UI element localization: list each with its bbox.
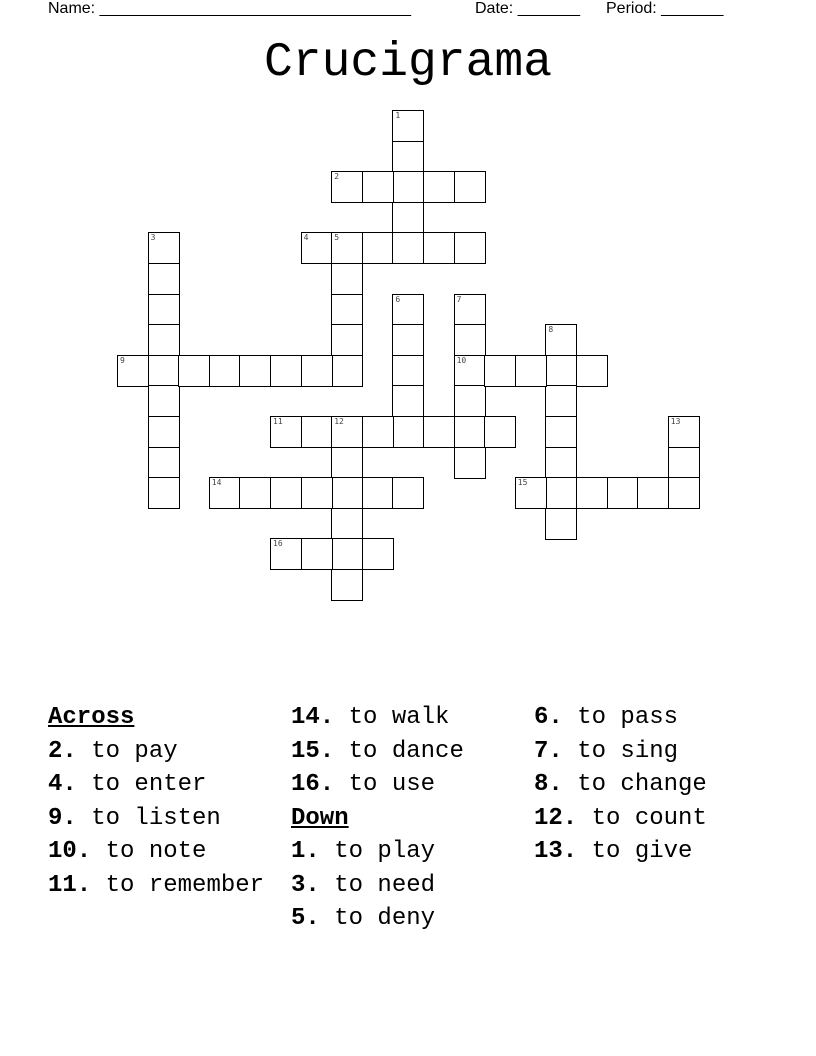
clue-number-label: 8. xyxy=(534,771,563,798)
clue-number-label: 5. xyxy=(291,905,320,932)
crossword-cell[interactable] xyxy=(362,477,394,509)
crossword-cell[interactable] xyxy=(668,416,700,448)
crossword-cell[interactable] xyxy=(331,538,363,570)
clue-text: to pay xyxy=(76,737,178,765)
crossword-cell[interactable] xyxy=(148,447,180,479)
clue-text: to dance xyxy=(334,737,464,765)
page-title: Crucigrama xyxy=(263,36,553,90)
clue-number: 3 xyxy=(150,233,156,243)
crossword-cell[interactable] xyxy=(178,355,210,387)
crossword-cell[interactable] xyxy=(331,447,363,479)
clue-number: 6 xyxy=(395,294,401,304)
period-field-label: Period: _______ xyxy=(606,0,724,17)
clue-number: 8 xyxy=(548,325,554,335)
crossword-cell[interactable] xyxy=(301,477,333,509)
clue-item xyxy=(291,704,535,732)
clue-item xyxy=(48,738,292,766)
clue-text: to listen xyxy=(76,804,221,832)
crossword-cell[interactable] xyxy=(423,171,455,203)
clue-text: to give xyxy=(577,838,693,865)
crossword-cell[interactable] xyxy=(668,447,700,479)
clue-item xyxy=(48,771,292,799)
crossword-cell[interactable] xyxy=(484,355,516,387)
crossword-cell[interactable] xyxy=(270,355,302,387)
clue-text: to need xyxy=(319,871,436,899)
clue-item xyxy=(534,771,778,799)
clue-number: 14 xyxy=(211,478,222,488)
crossword-cell[interactable] xyxy=(545,508,577,540)
clues-column-1 xyxy=(48,704,292,905)
crossword-cell[interactable] xyxy=(331,355,363,387)
crossword-cell[interactable] xyxy=(392,477,424,509)
crossword-cell[interactable] xyxy=(607,477,639,509)
crossword-cell[interactable] xyxy=(301,416,333,448)
clue-section-heading: Across xyxy=(48,704,135,731)
crossword-cell[interactable] xyxy=(545,324,577,356)
crossword-cell[interactable] xyxy=(392,416,424,448)
crossword-cell[interactable] xyxy=(270,416,302,448)
clue-section-heading: Down xyxy=(291,804,349,832)
crossword-cell[interactable] xyxy=(148,477,180,509)
clue-number: 12 xyxy=(334,417,344,426)
crossword-cell[interactable] xyxy=(362,416,394,448)
crossword-cell[interactable] xyxy=(392,171,424,203)
crossword-cell[interactable] xyxy=(515,477,547,509)
clue-number-label: 4. xyxy=(48,771,77,798)
clue-text: to use xyxy=(334,771,436,798)
crossword-cell[interactable] xyxy=(331,294,363,326)
crossword-cell[interactable] xyxy=(545,355,577,387)
date-field-label: Date: _______ xyxy=(475,0,580,17)
crossword-cell[interactable] xyxy=(668,477,700,509)
clue-text: to pass xyxy=(562,704,679,731)
crossword-cell[interactable] xyxy=(301,355,333,387)
crossword-cell[interactable] xyxy=(545,447,577,479)
clue-number-label: 13. xyxy=(534,838,578,865)
clue-item xyxy=(291,838,535,866)
crossword-cell[interactable] xyxy=(331,508,363,540)
clue-number-label: 9. xyxy=(48,804,77,832)
clue-item xyxy=(48,838,292,866)
clue-number-label: 7. xyxy=(534,737,563,765)
crossword-cell[interactable] xyxy=(117,355,149,387)
clue-number-label: 3. xyxy=(291,871,320,899)
clue-text: to sing xyxy=(562,737,679,765)
clue-text: to note xyxy=(91,838,207,865)
crossword-cell[interactable] xyxy=(515,355,547,387)
clue-item xyxy=(534,738,778,766)
crossword-cell[interactable] xyxy=(454,416,486,448)
clue-item xyxy=(534,704,778,732)
crossword-cell[interactable] xyxy=(331,477,363,509)
clue-number: 4 xyxy=(303,233,309,243)
crossword-cell[interactable] xyxy=(484,416,516,448)
crossword-cell[interactable] xyxy=(331,171,363,203)
crossword-cell[interactable] xyxy=(545,416,577,448)
clues-column-2 xyxy=(291,704,535,939)
clue-item xyxy=(534,805,778,833)
crossword-cell[interactable] xyxy=(454,232,486,264)
clue-number-label: 14. xyxy=(291,704,335,731)
crossword-cell[interactable] xyxy=(301,232,333,264)
crossword-cell[interactable] xyxy=(392,385,424,417)
clue-number-label: 12. xyxy=(534,804,578,832)
crossword-cell[interactable] xyxy=(270,477,302,509)
clue-number-label: 15. xyxy=(291,737,335,765)
clue-number: 5 xyxy=(334,233,340,243)
clue-number: 16 xyxy=(273,539,283,549)
crossword-cell[interactable] xyxy=(392,355,424,387)
crossword-cell[interactable] xyxy=(331,263,363,295)
crossword-cell[interactable] xyxy=(362,171,394,203)
clue-number-label: 16. xyxy=(291,771,335,798)
crossword-cell[interactable] xyxy=(392,202,424,234)
crossword-cell[interactable] xyxy=(392,294,424,326)
clue-number: 2 xyxy=(334,172,340,182)
clue-text: to deny xyxy=(319,905,436,932)
clue-text: to walk xyxy=(334,704,450,731)
crossword-cell[interactable] xyxy=(576,355,608,387)
crossword-cell[interactable] xyxy=(331,232,363,264)
clue-text: to count xyxy=(577,804,707,832)
clue-number: 9 xyxy=(120,355,125,365)
crossword-cell[interactable] xyxy=(148,263,180,295)
crossword-cell[interactable] xyxy=(392,110,424,142)
clues-column-3 xyxy=(534,704,778,872)
crossword-cell[interactable] xyxy=(148,294,180,326)
crossword-cell[interactable] xyxy=(362,538,394,570)
crossword-cell[interactable] xyxy=(148,355,180,387)
crossword-cell[interactable] xyxy=(209,477,241,509)
clue-text: to remember xyxy=(91,871,265,899)
clue-number-label: 11. xyxy=(48,871,92,899)
clue-item xyxy=(291,905,535,933)
crossword-cell[interactable] xyxy=(545,477,577,509)
clue-text: to change xyxy=(562,771,707,798)
clue-number-label: 2. xyxy=(48,737,77,765)
clue-number: 1 xyxy=(395,111,401,120)
crossword-cell[interactable] xyxy=(454,294,486,326)
crossword-cell[interactable] xyxy=(301,538,333,570)
clue-number: 13 xyxy=(670,417,681,426)
crossword-cell[interactable] xyxy=(148,385,180,417)
crossword-cell[interactable] xyxy=(209,355,241,387)
crossword-cell[interactable] xyxy=(148,232,180,264)
crossword-cell[interactable] xyxy=(331,569,363,601)
clue-item xyxy=(291,872,535,900)
clue-text: to play xyxy=(319,838,436,865)
crossword-cell[interactable] xyxy=(637,477,669,509)
clue-text: to enter xyxy=(76,771,207,798)
clue-item xyxy=(291,771,535,799)
clue-number-label: 1. xyxy=(291,838,320,865)
crossword-cell[interactable] xyxy=(423,416,455,448)
crossword-cell[interactable] xyxy=(362,232,394,264)
crossword-cell[interactable] xyxy=(423,232,455,264)
crossword-cell[interactable] xyxy=(331,416,363,448)
clue-number: 11 xyxy=(273,417,283,426)
crossword-cell[interactable] xyxy=(454,355,486,387)
crossword-cell[interactable] xyxy=(392,232,424,264)
crossword-cell[interactable] xyxy=(454,385,486,417)
crossword-cell[interactable] xyxy=(331,324,363,356)
crossword-cell[interactable] xyxy=(454,171,486,203)
crossword-cell[interactable] xyxy=(576,477,608,509)
clue-number: 15 xyxy=(517,478,528,488)
clue-number: 7 xyxy=(456,294,462,304)
clue-number-label: 10. xyxy=(48,838,92,865)
clue-number: 10 xyxy=(456,355,467,365)
clue-item xyxy=(534,838,778,866)
crossword-cell[interactable] xyxy=(454,447,486,479)
crossword-cell[interactable] xyxy=(148,324,180,356)
clue-item xyxy=(48,805,292,833)
clue-item xyxy=(48,872,292,900)
crossword-cell[interactable] xyxy=(392,141,424,173)
clue-number-label: 6. xyxy=(534,704,563,731)
crossword-cell[interactable] xyxy=(148,416,180,448)
crossword-cell[interactable] xyxy=(239,355,271,387)
crossword-cell[interactable] xyxy=(545,385,577,417)
crossword-cell[interactable] xyxy=(392,324,424,356)
crossword-cell[interactable] xyxy=(270,538,302,570)
clue-item xyxy=(291,738,535,766)
crossword-cell[interactable] xyxy=(454,324,486,356)
name-field-label: Name: ___________________________________ xyxy=(48,0,412,17)
crossword-cell[interactable] xyxy=(239,477,271,509)
